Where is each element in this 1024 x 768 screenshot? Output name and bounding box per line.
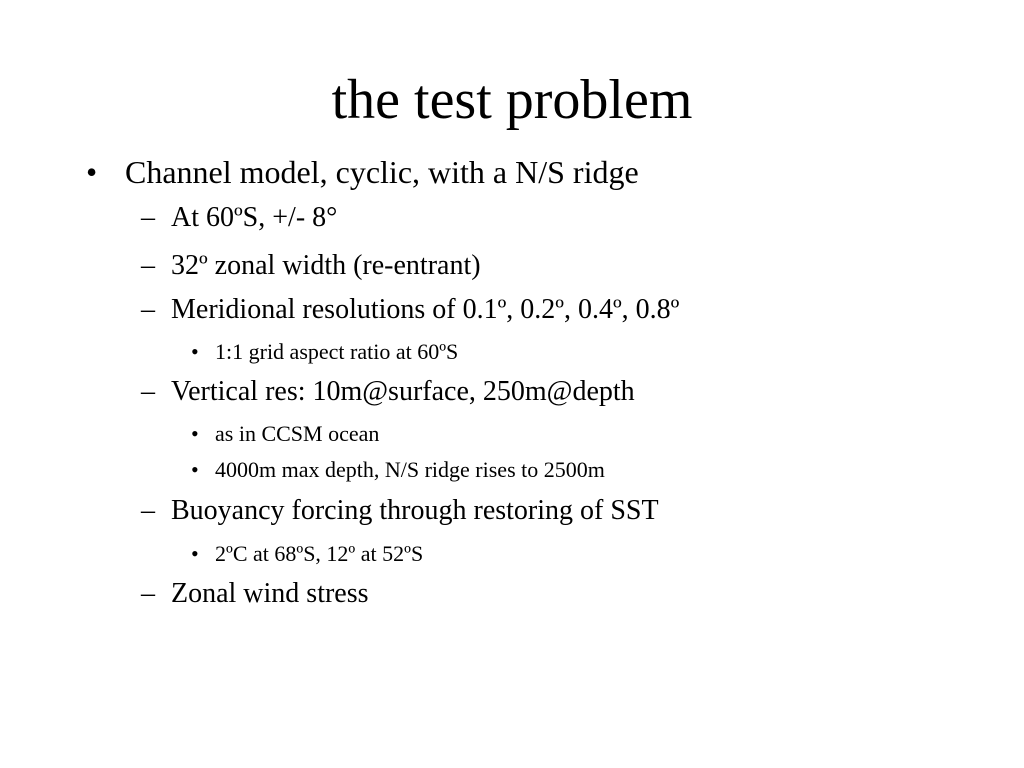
bullet-item-level2 bbox=[141, 376, 635, 408]
bullet-marker: • bbox=[191, 457, 199, 482]
bullet-item-level3 bbox=[191, 541, 424, 567]
bullet-item-level3 bbox=[191, 421, 380, 447]
bullet-text: Vertical res: 10m@surface, 250m@depth bbox=[171, 376, 635, 407]
bullet-item-level2 bbox=[141, 578, 369, 610]
bullet-marker: • bbox=[86, 154, 98, 190]
bullet-text: Channel model, cyclic, with a N/S ridge bbox=[125, 154, 639, 190]
slide-title: the test problem bbox=[331, 69, 693, 131]
bullet-text: Meridional resolutions of 0.1º, 0.2º, 0.4º, 0.8º bbox=[171, 294, 680, 325]
dash-marker: – bbox=[141, 578, 155, 609]
bullet-item-level1 bbox=[86, 154, 639, 190]
bullet-item-level2 bbox=[141, 294, 680, 326]
bullet-text: as in CCSM ocean bbox=[215, 421, 380, 446]
dash-marker: – bbox=[141, 294, 155, 325]
bullet-marker: • bbox=[191, 421, 199, 446]
bullet-marker: • bbox=[191, 339, 199, 364]
dash-marker: – bbox=[141, 376, 155, 407]
bullet-marker: • bbox=[191, 541, 199, 566]
bullet-text: 4000m max depth, N/S ridge rises to 2500m bbox=[215, 457, 605, 482]
bullet-text: At 60ºS, +/- 8° bbox=[171, 202, 338, 233]
bullet-item-level2 bbox=[141, 250, 481, 282]
bullet-item-level2 bbox=[141, 202, 338, 234]
bullet-text: 2ºC at 68ºS, 12º at 52ºS bbox=[215, 541, 424, 566]
dash-marker: – bbox=[141, 250, 155, 281]
bullet-item-level2 bbox=[141, 495, 659, 527]
bullet-item-level3 bbox=[191, 339, 459, 365]
bullet-text: Buoyancy forcing through restoring of SST bbox=[171, 495, 659, 526]
dash-marker: – bbox=[141, 202, 155, 233]
bullet-text: Zonal wind stress bbox=[171, 578, 369, 609]
bullet-item-level3 bbox=[191, 457, 605, 483]
bullet-text: 1:1 grid aspect ratio at 60ºS bbox=[215, 339, 459, 364]
dash-marker: – bbox=[141, 495, 155, 526]
bullet-text: 32º zonal width (re-entrant) bbox=[171, 250, 481, 281]
